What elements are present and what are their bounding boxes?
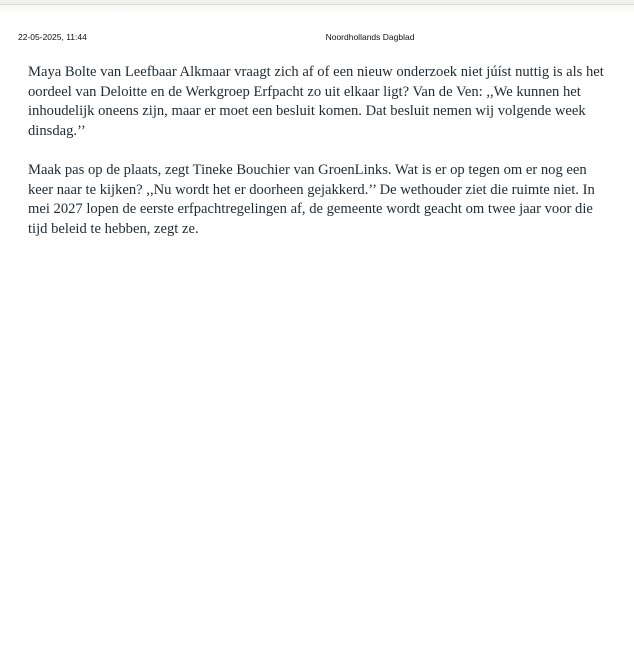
- print-source-title: Noordhollands Dagblad: [325, 32, 415, 42]
- viewer-top-shadow: [0, 5, 634, 15]
- article-body: [28, 63, 606, 259]
- article-paragraph: Maak pas op de plaats, zegt Tineke Bouchier van GroenLinks. Wat is er op tegen om er nog een keer naar te kijken? ,,Nu wordt het er doorheen gejakkerd.’’ De wethouder ziet die ruimte niet. In mei 2027 lopen de eerste erfpachtregelingen af, de gemeente wordt geacht om twee jaar voor die tijd beleid te hebben, zegt ze.: [28, 161, 595, 237]
- print-date: 22-05-2025, 11:44: [18, 32, 87, 42]
- article-paragraph: Maya Bolte van Leefbaar Alkmaar vraagt zich af of een nieuw onderzoek niet júíst nuttig is als het oordeel van Deloitte en de Werkgroep Erfpacht zo uit elkaar ligt? Van de Ven: ,,We kunnen het inhoudelijk oneens zijn, maar er moet een besluit komen. Dat besluit nemen wij volgende week dinsdag.’’: [28, 64, 604, 139]
